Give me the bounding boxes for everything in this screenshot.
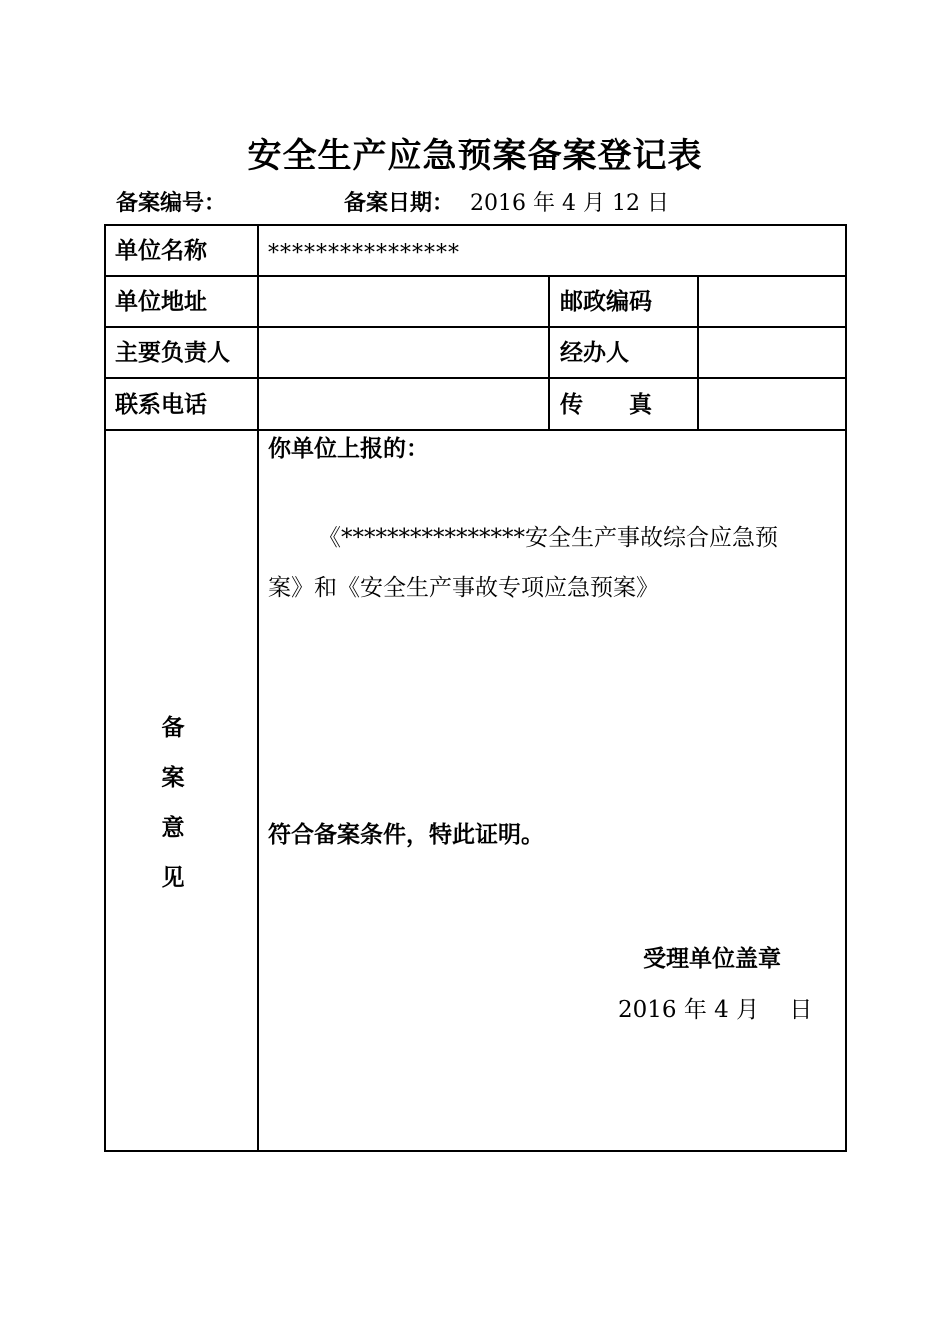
table-border-left (104, 224, 106, 1152)
row-divider (104, 326, 847, 328)
column-divider (548, 275, 550, 431)
record-date-label: 备案日期： (344, 190, 455, 216)
seal-label: 受理单位盖章 (643, 945, 781, 972)
opinion-conclusion: 符合备案条件，特此证明。 (268, 821, 544, 848)
opinion-label-char: 案 (161, 764, 185, 791)
document-title: 安全生产应急预案备案登记表 (247, 136, 703, 176)
row-divider (104, 377, 847, 379)
seal-date: 2016 年 4 月 日 (618, 997, 813, 1023)
unit-name-label: 单位名称 (115, 237, 207, 264)
plan-title-line2: 案》和《安全生产事故专项应急预案》 (268, 575, 659, 601)
table-border-right (845, 224, 847, 1152)
opinion-label-char: 见 (161, 864, 185, 891)
unit-name-value: **************** (268, 241, 460, 266)
unit-address-label: 单位地址 (115, 288, 207, 315)
opinion-label-char: 意 (161, 814, 185, 841)
table-border-bottom (104, 1150, 847, 1152)
principal-label: 主要负责人 (115, 339, 230, 366)
table-border-top (104, 224, 847, 226)
record-date-value: 2016 年 4 月 12 日 (470, 191, 669, 216)
handler-label: 经办人 (560, 339, 629, 366)
opinion-intro: 你单位上报的： (268, 435, 429, 462)
column-divider (257, 224, 259, 1152)
column-divider (697, 275, 699, 431)
fax-label: 传 真 (560, 391, 652, 418)
postal-code-label: 邮政编码 (560, 288, 652, 315)
opinion-label-char: 备 (161, 714, 185, 741)
record-number-label: 备案编号： (116, 190, 227, 216)
phone-label: 联系电话 (115, 391, 207, 418)
plan-title-line1: 《****************安全生产事故综合应急预 (318, 525, 778, 551)
row-divider (104, 275, 847, 277)
opinion-label (158, 703, 188, 903)
row-divider (104, 429, 847, 431)
